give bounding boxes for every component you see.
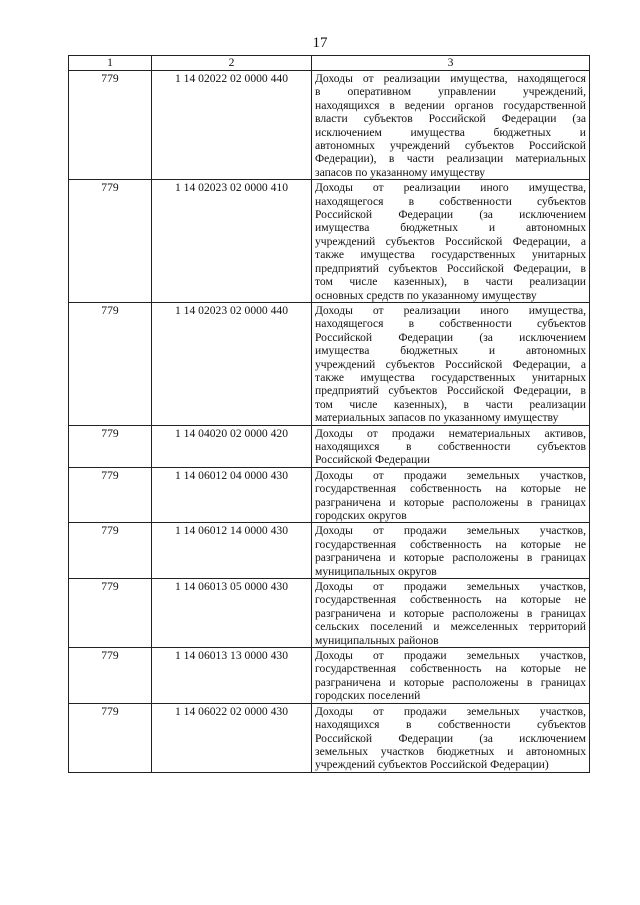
table-row [69, 703, 590, 772]
description-line: сельских поселений и межселенных территорий [315, 620, 586, 634]
description-line: имущества бюджетных и автономных [315, 221, 586, 235]
description-line: Доходы от реализации иного имущества, [315, 181, 586, 195]
table-row [69, 425, 590, 467]
description-line: власти субъектов Российской Федерации (за [315, 112, 586, 126]
description-line: учреждений субъектов Российской Федерации) [315, 758, 549, 772]
admin-code-cell: 779 [69, 467, 152, 523]
budget-classification-code-cell: 1 14 06013 13 0000 430 [152, 648, 312, 704]
table-row [69, 302, 590, 425]
budget-classification-code-cell: 1 14 02023 02 0000 410 [152, 180, 312, 303]
revenue-description-cell [312, 703, 590, 772]
revenue-description-cell [312, 71, 590, 180]
description-line: том числе казенных), в части реализации [315, 397, 586, 411]
budget-classification-code-cell: 1 14 04020 02 0000 420 [152, 425, 312, 467]
description-line: Доходы от продажи земельных участков, [315, 580, 586, 594]
description-line: разграничена и которые расположены в границах [315, 675, 586, 689]
description-line: основных средств по указанному имуществу [315, 288, 537, 302]
description-line: находящегося в собственности субъектов [315, 194, 586, 208]
admin-code-cell: 779 [69, 180, 152, 303]
revenue-description-cell [312, 425, 590, 467]
table-row [69, 180, 590, 303]
admin-code-cell: 779 [69, 703, 152, 772]
description-line: находящихся в ведении органов государственной [315, 98, 586, 112]
admin-code-cell: 779 [69, 579, 152, 648]
description-line: Российской Федерации (за исключением [315, 330, 586, 344]
description-line: муниципальных районов [315, 633, 439, 647]
column-header-1: 1 [69, 56, 152, 71]
description-line: учреждений субъектов Российской Федерации, а [315, 234, 586, 248]
description-line: Доходы от реализации иного имущества, [315, 303, 586, 317]
description-line: Российской Федерации [315, 453, 430, 467]
description-line: Доходы от продажи земельных участков, [315, 524, 586, 538]
description-line: находящихся в собственности субъектов [315, 439, 586, 453]
table-body [69, 71, 590, 773]
table-row [69, 71, 590, 180]
description-line: учреждений субъектов Российской Федерации, а [315, 357, 586, 371]
table-row [69, 579, 590, 648]
revenue-codes-table [68, 55, 590, 773]
description-line: Доходы от реализации имущества, находящегося [315, 72, 586, 85]
table-header-row [69, 56, 590, 71]
budget-classification-code-cell: 1 14 06012 04 0000 430 [152, 467, 312, 523]
description-line: разграничена и которые расположены в границах [315, 551, 586, 565]
description-line: предприятий субъектов Российской Федерации, в [315, 384, 586, 398]
description-line: также имущества государственных унитарных [315, 248, 586, 262]
description-line: Доходы от продажи земельных участков, [315, 468, 586, 482]
description-line: разграничена и которые расположены в границах [315, 606, 586, 620]
description-line: в оперативном управлении учреждений, [315, 85, 586, 99]
revenue-description-cell [312, 579, 590, 648]
admin-code-cell: 779 [69, 425, 152, 467]
description-line: государственная собственность на которые не [315, 593, 586, 607]
admin-code-cell: 779 [69, 302, 152, 425]
description-line: Российской Федерации (за исключением [315, 731, 586, 745]
table-row [69, 648, 590, 704]
column-header-2: 2 [152, 56, 312, 71]
admin-code-cell: 779 [69, 523, 152, 579]
description-line: также имущества государственных унитарных [315, 370, 586, 384]
page-number: 17 [312, 35, 328, 51]
revenue-description-cell [312, 523, 590, 579]
description-line: находящегося в собственности субъектов [315, 317, 586, 331]
description-line: материальных запасов по указанному имуществу [315, 411, 559, 425]
description-line: государственная собственность на которые не [315, 537, 586, 551]
admin-code-cell: 779 [69, 648, 152, 704]
description-line: Доходы от продажи земельных участков, [315, 649, 586, 663]
budget-classification-code-cell: 1 14 02023 02 0000 440 [152, 302, 312, 425]
description-line: государственная собственность на которые не [315, 482, 586, 496]
table-row [69, 523, 590, 579]
budget-classification-code-cell: 1 14 06013 05 0000 430 [152, 579, 312, 648]
column-header-3: 3 [312, 56, 590, 71]
description-line: Федерации), в части реализации материальных [315, 152, 586, 166]
description-line: исключением имущества бюджетных и [315, 125, 586, 139]
description-line: разграничена и которые расположены в границах [315, 495, 586, 509]
description-line: предприятий субъектов Российской Федерации, в [315, 261, 586, 275]
revenue-description-cell [312, 302, 590, 425]
description-line: городских поселений [315, 689, 421, 703]
description-line: находящихся в собственности субъектов [315, 718, 586, 732]
description-line: имущества бюджетных и автономных [315, 344, 586, 358]
revenue-description-cell [312, 467, 590, 523]
budget-classification-code-cell: 1 14 02022 02 0000 440 [152, 71, 312, 180]
description-line: Российской Федерации (за исключением [315, 208, 586, 222]
description-line: Доходы от продажи земельных участков, [315, 704, 586, 718]
budget-classification-code-cell: 1 14 06012 14 0000 430 [152, 523, 312, 579]
admin-code-cell: 779 [69, 71, 152, 180]
description-line: муниципальных округов [315, 564, 437, 578]
revenue-description-cell [312, 648, 590, 704]
description-line: автономных учреждений субъектов Российской [315, 139, 586, 153]
description-line: государственная собственность на которые не [315, 662, 586, 676]
description-line: городских округов [315, 509, 407, 522]
budget-classification-code-cell: 1 14 06022 02 0000 430 [152, 703, 312, 772]
description-line: том числе казенных), в части реализации [315, 275, 586, 289]
description-line: запасов по указанному имуществу [315, 165, 486, 179]
table-row [69, 467, 590, 523]
revenue-description-cell [312, 180, 590, 303]
description-line: земельных участков бюджетных и автономных [315, 744, 586, 758]
description-line: Доходы от продажи нематериальных активов, [315, 426, 586, 440]
